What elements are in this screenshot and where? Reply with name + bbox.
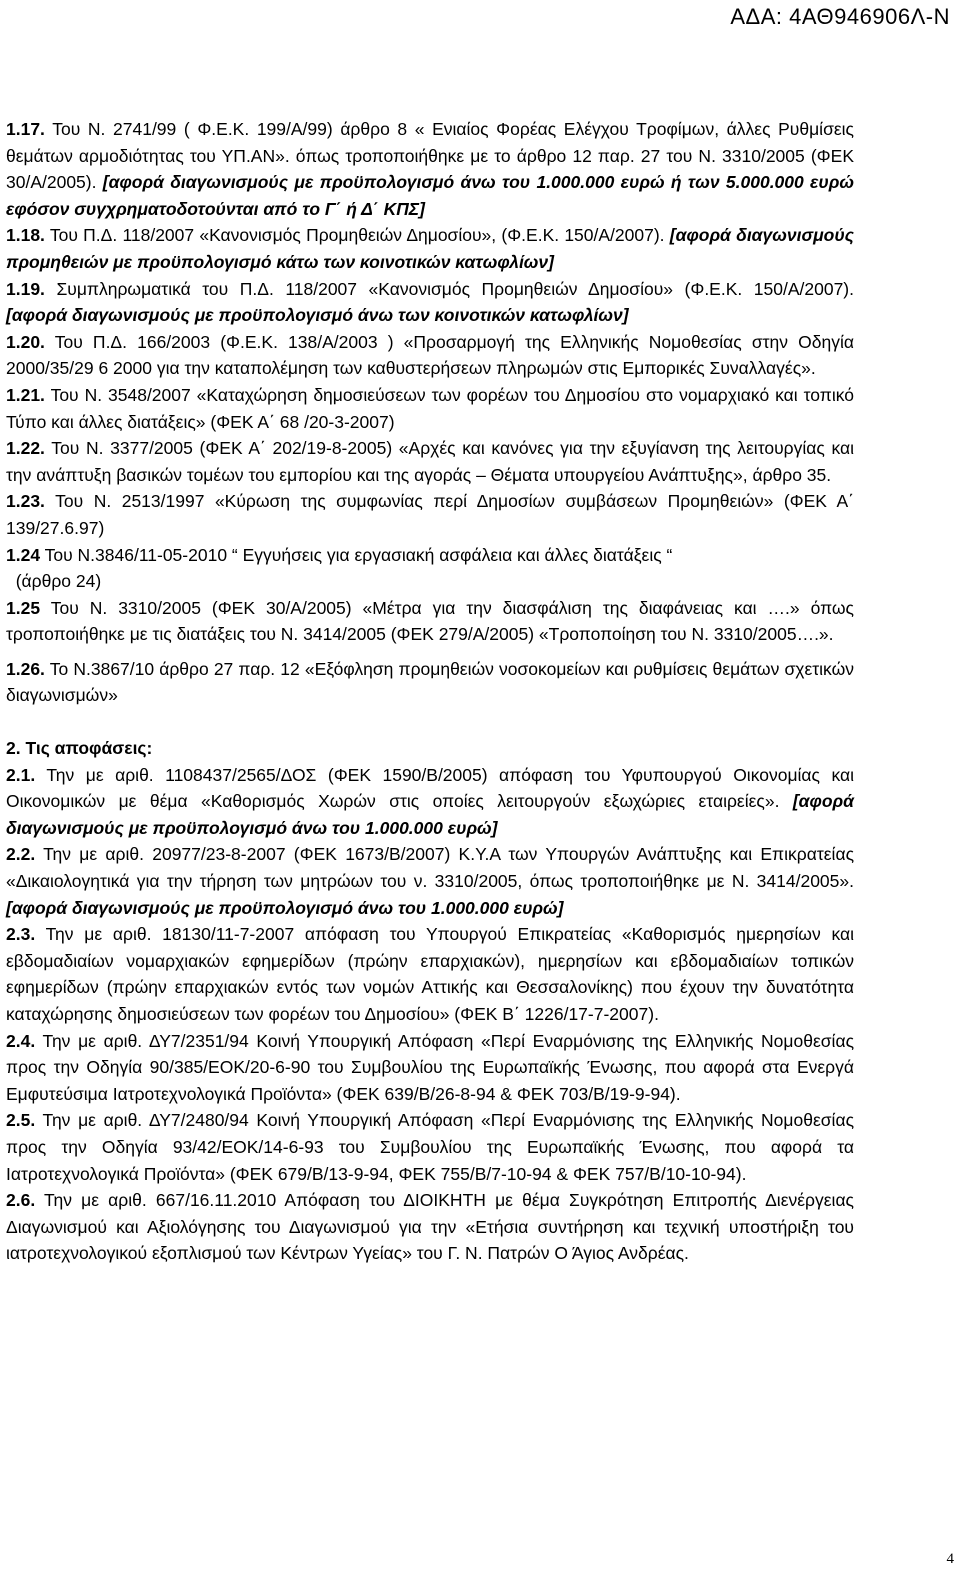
item-note: [αφορά διαγωνισμούς με προϋπολογισμό άνω των κοινοτικών κατωφλίων] [6,305,629,326]
item-text: Του Ν.3846/11-05-2010 “ Εγγυήσεις για εργασιακή ασφάλεια και άλλες διατάξεις “ [40,544,673,565]
item-2-3 [6,921,854,1027]
item-number: 2.5. [6,1110,36,1131]
item-note: [αφορά διαγωνισμούς προμηθειών με προϋπολογισμό κάτω των κοινοτικών κατωφλίων] [6,225,854,272]
item-note: [αφορά διαγωνισμούς με προϋπολογισμό άνω του 1.000.000 ευρώ] [6,791,854,838]
item-text: Την με αριθ. ΔΥ7/2351/94 Κοινή Υπουργική Απόφαση «Περί Εναρμόνισης της Ελληνικής Νομοθεσίας προς την Οδηγία 90/385/ΕΟΚ/20-6-90 του Συμβουλίου της Ευρωπαϊκής Ένωσης, που αφορά στα Ενεργά Εμφυτεύσιμα Ιατροτεχνολογικά Προϊόντα» (ΦΕΚ 639/Β/26-8-94 & ΦΕΚ 703/Β/19-9-94). [6,1030,854,1104]
item-2-5 [6,1107,854,1187]
item-text: Την με αριθ. 20977/23-8-2007 (ΦΕΚ 1673/Β/2007) Κ.Υ.Α των Υπουργών Ανάπτυξης και Επικρατείας «Δικαιολογητικά για την τήρηση των μητρώων του ν. 3310/2005, όπως τροποποιήθηκε με Ν. 3414/2005». [6,844,854,892]
item-text: Του Ν. 2741/99 ( Φ.Ε.Κ. 199/Α/99) άρθρο 8 « Ενιαίος Φορέας Ελέγχου Τροφίμων, άλλες Ρυθμίσεις θεμάτων αρμοδιότητας του ΥΠ.ΑΝ». όπως τροποποιήθηκε με το άρθρο 12 παρ. 27 του Ν. 3310/2005 (ΦΕΚ 30/Α/2005). [6,119,854,193]
item-1-17 [6,116,854,222]
item-text: Την με αριθ. 1108437/2565/ΔΟΣ (ΦΕΚ 1590/Β/2005) απόφαση του Υφυπουργού Οικονομίας και Οικονομικών με θέμα «Καθορισμός Χωρών στις οποίες λειτουργούν εξωχώριες εταιρείες». [6,764,854,812]
document-body [6,116,854,1267]
item-2-1 [6,762,854,842]
item-text: Την με αριθ. ΔΥ7/2480/94 Κοινή Υπουργική Απόφαση «Περί Εναρμόνισης της Ελληνικής Νομοθεσίας προς την Οδηγία 93/42/ΕΟΚ/14-6-93 του Συμβουλίου της Ευρωπαϊκής Ένωσης, που αφορά τα Ιατροτεχνολογικά Προϊόντα» (ΦΕΚ 679/Β/13-9-94, ΦΕΚ 755/Β/7-10-94 & ΦΕΚ 757/Β/10-10-94). [6,1110,854,1184]
item-number: 2.6. [6,1190,36,1211]
ada-identifier: ΑΔΑ: 4ΑΘ946906Λ-Ν [730,4,950,29]
item-text: Του Ν. 3377/2005 (ΦΕΚ Α΄ 202/19-8-2005) «Αρχές και κανόνες για την εξυγίανση της λειτουργίας και την ανάπτυξη βασικών τομέων του εμπορίου και της αγοράς – Θέματα υπουργείου Ανάπτυξης», άρθρο 35. [6,438,854,485]
item-number: 1.21. [6,384,45,405]
page-number: 4 [946,1551,954,1567]
item-1-26 [6,656,854,709]
item-1-20 [6,329,854,382]
item-text: Του Ν. 3310/2005 (ΦΕΚ 30/Α/2005) «Μέτρα για την διασφάλιση της διαφάνειας και ….» όπως τροποποιήθηκε με τις διατάξεις του Ν. 3414/2005 (ΦΕΚ 279/Α/2005) «Τροποποίηση του Ν. 3310/2005….». [6,597,854,645]
item-number: 1.18. [6,225,45,246]
item-number: 1.19. [6,278,45,299]
item-text: Συμπληρωματικά του Π.Δ. 118/2007 «Κανονισμός Προμηθειών Δημοσίου» (Φ.Ε.Κ. 150/Α/2007). [44,278,854,299]
item-text: Του Π.Δ. 118/2007 «Κανονισμός Προμηθειών Δημοσίου», (Φ.Ε.Κ. 150/Α/2007). [44,225,670,246]
item-note: [αφορά διαγωνισμούς με προϋπολογισμό άνω του 1.000.000 ευρώ] [6,897,564,918]
item-number: 2.1. [6,764,36,785]
item-text: Του Π.Δ. 166/2003 (Φ.Ε.Κ. 138/Α/2003 ) «Προσαρμογή της Ελληνικής Νομοθεσίας στην Οδηγία 2000/35/29 6 2000 για την καταπολέμηση των καθυστερήσεων πληρωμών στις Εμπορικές Συναλλαγές». [6,331,854,379]
item-number: 2.2. [6,844,36,865]
item-number: 1.20. [6,331,45,352]
item-number: 1.24 [6,544,41,565]
spacer [6,709,854,735]
item-1-25 [6,595,854,648]
item-number: 2.4. [6,1030,36,1051]
item-text: Την με αριθ. 667/16.11.2010 Απόφαση του ΔΙΟΙΚΗΤΗ με θέμα Συγκρότηση Επιτροπής Διενέργειας Διαγωνισμού και Αξιολόγησης του Διαγωνισμού για την «Ετήσια συντήρηση και τεχνική υποστήριξη του ιατροτεχνολογικού εξοπλισμού των Κέντρων Υγείας» του Γ. Ν. Πατρών Ο Άγιος Ανδρέας. [6,1190,854,1264]
item-number: 1.17. [6,119,45,139]
spacer [6,648,854,656]
item-note: [αφορά διαγωνισμούς με προϋπολογισμό άνω του 1.000.000 ευρώ ή των 5.000.000 ευρώ εφόσον συγχρηματοδοτούνται από το Γ΄ ή Δ΄ ΚΠΣ] [6,172,854,219]
item-1-22 [6,435,854,488]
item-2-6 [6,1187,854,1267]
item-1-21 [6,382,854,435]
item-1-24 [6,542,854,569]
item-text: Το Ν.3867/10 άρθρο 27 παρ. 12 «Εξόφληση προμηθειών νοσοκομείων και ρυθμίσεις θεμάτων σχετικών διαγωνισμών» [6,658,854,706]
item-number: 2.3. [6,924,36,945]
item-1-23 [6,488,854,541]
item-1-19 [6,276,854,329]
item-number: 1.23. [6,491,45,512]
item-text-cont: (άρθρο 24) [6,571,102,592]
section-heading-decisions: 2. Τις αποφάσεις: [6,738,153,759]
item-1-18 [6,222,854,275]
item-1-24-cont [6,568,854,595]
item-number: 1.22. [6,438,45,459]
item-text: Του Ν. 3548/2007 «Καταχώρηση δημοσιεύσεων των φορέων του Δημοσίου στο νομαρχιακό και τοπικό Τύπο και άλλες διατάξεις» (ΦΕΚ Α΄ 68 /20-3-2007) [6,384,854,432]
item-number: 1.26. [6,658,45,679]
item-text: Την με αριθ. 18130/11-7-2007 απόφαση του Υπουργού Επικρατείας «Καθορισμός ημερησίων και εβδομαδιαίων νομαρχιακών εφημερίδων (πρώην επαρχιακών), ημερησίων και εβδομαδιαίων τοπικών εφημερίδων (πρώην επαρχιακών εντός των νομών Αττικής και Θεσσαλονίκης) που έχουν την δυνατότητα καταχώρησης δημοσιεύσεων των φορέων του Δημοσίου» (ΦΕΚ Β΄ 1226/17-7-2007). [6,924,854,1024]
item-number: 1.25 [6,597,41,618]
item-2-2 [6,841,854,921]
item-text: Του Ν. 2513/1997 «Κύρωση της συμφωνίας περί Δημοσίων συμβάσεων Προμηθειών» (ΦΕΚ Α΄ 139/27.6.97) [6,491,854,538]
item-2-4 [6,1028,854,1108]
